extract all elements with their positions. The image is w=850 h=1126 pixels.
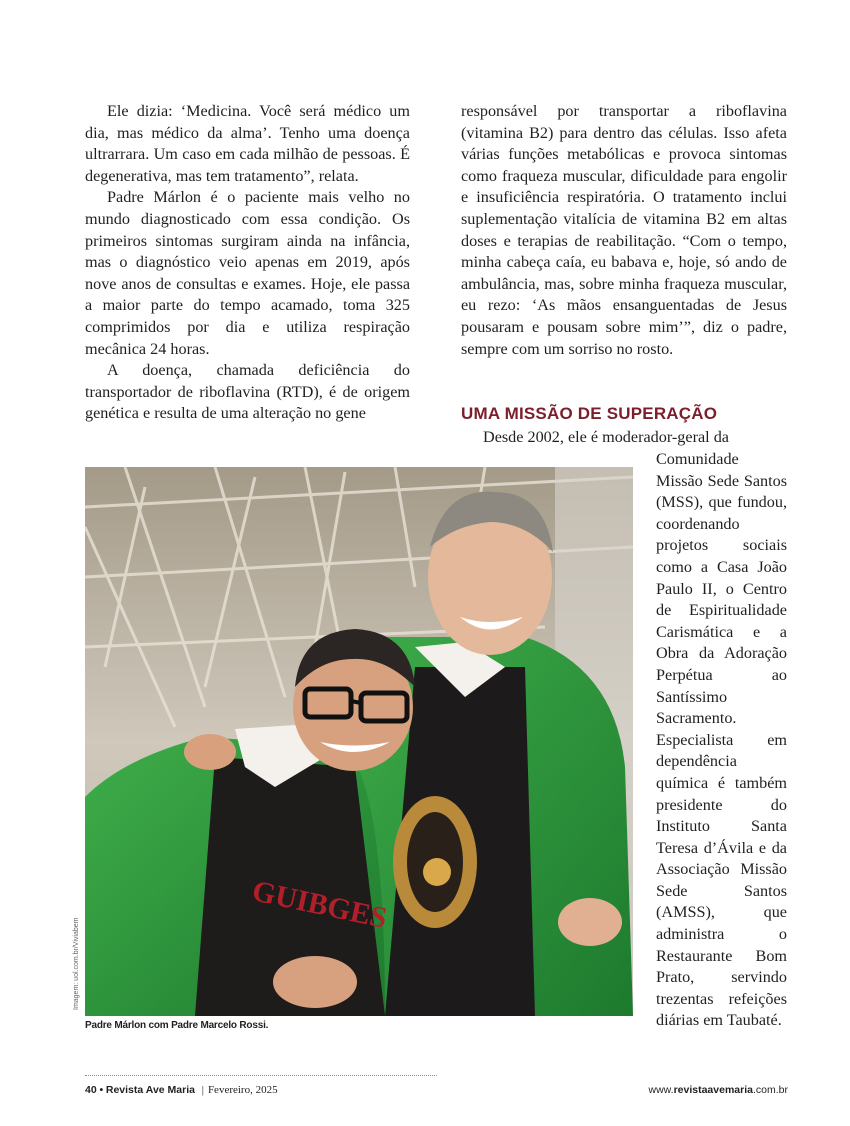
site-prefix: www. [648, 1084, 674, 1096]
site-suffix: .com.br [752, 1084, 788, 1096]
paragraph: Ele dizia: ‘Medicina. Você será médico um dia, mas médico da alma’. Tenho uma doença ultrarrara. Um caso em cada milhão de pessoas. É degenerativa, mas tem tratamento”, relata. [85, 102, 410, 185]
paragraph: A doença, chamada deficiência do transportador de riboflavina (RTD), é de origem genética e resulta de uma alteração no gene [85, 361, 410, 423]
section-heading: UMA MISSÃO DE SUPERAÇÃO [461, 404, 718, 423]
photo-illustration [85, 467, 633, 1016]
paragraph: responsável por transportar a riboflavina (vitamina B2) para dentro das células. Isso afeta várias funções metabólicas e provoca sintomas como fraqueza muscular, dificuldade para engolir e insuficiência respiratória. O tratamento inclui suplementação vitalícia de vitamina B2 em altas doses e terapias de reabilitação. “Com o tempo, minha cabeça caía, eu babava e, hoje, só ando de ambulância, mas, sobre minha fraqueza muscular, eu rezo: ‘As mãos ensanguentadas de Jesus pousaram e pousam sobre mim’”, diz o padre, sempre com um sorriso no rosto. [461, 102, 787, 358]
photo-caption: Padre Márlon com Padre Marcelo Rossi. [85, 1020, 269, 1031]
footer-divider [85, 1075, 437, 1076]
section-first-line: Desde 2002, ele é moderador-geral da [483, 428, 729, 446]
photo-credit: Imagem: uol.com.br/Viviabem [73, 917, 80, 1010]
paragraph: Padre Márlon é o paciente mais velho no mundo diagnosticado com essa condição. Os primeiros sintomas surgiram ainda na infância, mas o diagnóstico veio apenas em 2019, após nove anos de consultas e exames. Hoje, ele passa a maior parte do tempo acamado, toma 325 comprimidos por dia e utiliza respiração mecânica 24 horas. [85, 188, 410, 358]
bullet: • [99, 1084, 104, 1096]
website-link[interactable] [648, 1084, 788, 1096]
article-right-column [461, 101, 787, 360]
stole-lettering: GUIBGES [249, 874, 390, 935]
page-number: 40 [85, 1084, 97, 1096]
article-photo [85, 467, 633, 1016]
footer-page-info [85, 1084, 278, 1096]
article-left-column [85, 101, 410, 425]
issue-date: Fevereiro, 2025 [207, 1084, 278, 1096]
section-body: Comunidade Missão Sede Santos (MSS), que fundou, coordenando projetos sociais como a Casa João Paulo II, o Centro de Espiritualidade Carismática e a Obra da Adoração Perpétua ao Santíssimo Sacramento. Especialista em dependência química é também presidente do Instituto Santa Teresa d’Ávila e da Associação Missão Sede Santos (AMSS), que administra o Restaurante Bom Prato, servindo trezentas refeições diárias em Taubaté. [656, 450, 787, 1030]
site-name: revistaavemaria [673, 1084, 753, 1096]
footer-separator: | [201, 1084, 204, 1096]
magazine-name: Revista Ave Maria [105, 1084, 195, 1096]
